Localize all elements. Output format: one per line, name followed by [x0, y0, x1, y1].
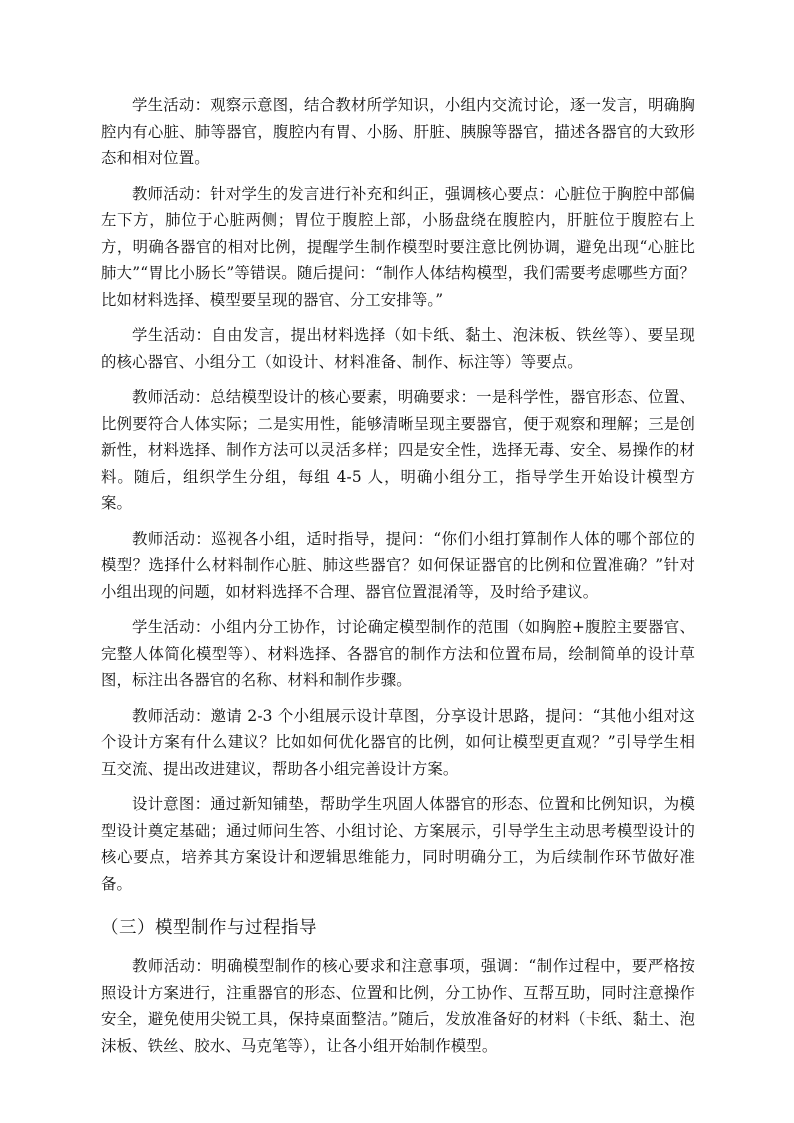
paragraph-teacher-summary: 教师活动：总结模型设计的核心要素，明确要求：一是科学性，器官形态、位置、比例要符合人体实际；二是实用性，能够清晰呈现主要器官，便于观察和理解；三是创新性，材料选择、制作方法可以灵活多样；四是安全性，选择无毒、安全、易操作的材料。随后，组织学生分组，每组 4-5 人，明确小组分工，指导学生开始设计模型方案。 [101, 388, 695, 512]
paragraph-teacher-requirements: 教师活动：明确模型制作的核心要求和注意事项，强调：“制作过程中，要严格按照设计方案进行，注重器官的形态、位置和比例，分工协作、互帮互助，同时注意操作安全，避免使用尖锐工具，保持桌面整洁。”随后，发放准备好的材料（卡纸、黏土、泡沫板、铁丝、胶水、马克笔等），让各小组开始制作模型。 [101, 957, 695, 1055]
paragraph-student-collaborate: 学生活动：小组内分工协作，讨论确定模型制作的范围（如胸腔+腹腔主要器官、完整人体简化模型等）、材料选择、各器官的制作方法和位置布局，绘制简单的设计草图，标注出各器官的名称、材料和制作步骤。 [101, 618, 695, 689]
paragraph-teacher-patrol: 教师活动：巡视各小组，适时指导，提问：“你们小组打算制作人体的哪个部位的模型？选择什么材料制作心脏、肺这些器官？如何保证器官的比例和位置准确？”针对小组出现的问题，如材料选择不合理、器官位置混淆等，及时给予建议。 [101, 529, 695, 601]
document-page [101, 92, 695, 1068]
paragraph-teacher-supplement: 教师活动：针对学生的发言进行补充和纠正，强调核心要点：心脏位于胸腔中部偏左下方，肺位于心脏两侧；胃位于腹腔上部，小肠盘绕在腹腔内，肝脏位于腹腔右上方，明确各器官的相对比例，提醒学生制作模型时要注意比例协调，避免出现“心脏比肺大”“胃比小肠长”等错误。随后提问：“制作人体结构模型，我们需要考虑哪些方面？比如材料选择、模型要呈现的器官、分工安排等。” [101, 184, 695, 309]
paragraph-student-speak: 学生活动：自由发言，提出材料选择（如卡纸、黏土、泡沫板、铁丝等）、要呈现的核心器官、小组分工（如设计、材料准备、制作、标注等）等要点。 [101, 326, 695, 371]
section-heading: （三）模型制作与过程指导 [101, 918, 317, 938]
paragraph-teacher-invite: 教师活动：邀请 2-3 个小组展示设计草图，分享设计思路，提问：“其他小组对这个设计方案有什么建议？比如如何优化器官的比例，如何让模型更直观？”引导学生相互交流、提出改进建议，帮助各小组完善设计方案。 [101, 706, 695, 778]
paragraph-student-observe: 学生活动：观察示意图，结合教材所学知识，小组内交流讨论，逐一发言，明确胸腔内有心脏、肺等器官，腹腔内有胃、小肠、肝脏、胰腺等器官，描述各器官的大致形态和相对位置。 [101, 96, 695, 167]
paragraph-design-intent: 设计意图：通过新知铺垫，帮助学生巩固人体器官的形态、位置和比例知识，为模型设计奠定基础；通过师问生答、小组讨论、方案展示，引导学生主动思考模型设计的核心要点，培养其方案设计和逻辑思维能力，同时明确分工，为后续制作环节做好准备。 [101, 795, 695, 893]
